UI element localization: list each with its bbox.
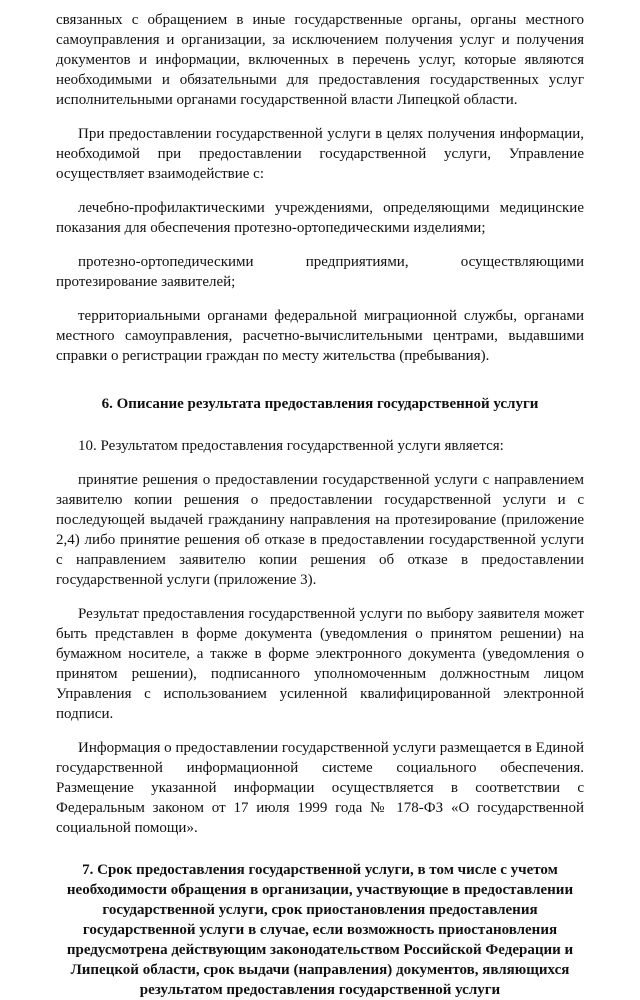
paragraph: принятие решения о предоставлении государственной услуги с направлением заявителю копии решения о предоставлении государственной услуги и с последующей выдачей гражданину направления на протезирование (приложение 2,4) либо принятие решения об отказе в предоставлении государственной услуги с направлением заявителю копии решения об отказе в предоставлении государственной услуги (приложение 3). <box>56 472 584 588</box>
paragraph: связанных с обращением в иные государственные органы, органы местного самоуправления и организации, за исключением получения услуг и получения документов и информации, включенных в перечень услуг, которые являются необходимыми и обязательными для предоставления государственных услуг исполнительными органами государственной власти Липецкой области. <box>56 12 584 108</box>
section-heading-6: 6. Описание результата предоставления государственной услуги <box>101 396 539 412</box>
paragraph: Результат предоставления государственной услуги по выбору заявителя может быть представлен в форме документа (уведомления о принятом решении) на бумажном носителе, а также в форме электронного документа (уведомления о принятом решении), подписанного уполномоченным должностным лицом Управления с использованием усиленной квалифицированной электронной подписи. <box>56 606 584 722</box>
paragraph: Информация о предоставлении государственной услуги размещается в Единой государственной информационной системе социального обеспечения. Размещение указанной информации осуществляется в соответствии с Федеральным законом от 17 июля 1999 года № 178-ФЗ «О государственной социальной помощи». <box>56 740 584 836</box>
paragraph: протезно-ортопедическими предприятиями, осуществляющими протезирование заявителей; <box>56 254 584 290</box>
paragraph: 10. Результатом предоставления государственной услуги является: <box>78 438 504 454</box>
paragraph: территориальными органами федеральной миграционной службы, органами местного самоуправления, расчетно-вычислительными центрами, выдавшими справки о регистрации граждан по месту жительства (пребывания). <box>56 308 584 364</box>
paragraph: лечебно-профилактическими учреждениями, определяющими медицинские показания для обеспечения протезно-ортопедическими изделиями; <box>56 200 584 236</box>
section-heading-7: 7. Срок предоставления государственной услуги, в том числе с учетом необходимости обращения в организации, участвующие в предоставлении государственной услуги, срок приостановления предоставления государственной услуги в случае, если возможность приостановления предусмотрена действующим законодательством Российской Федерации и Липецкой области, срок выдачи (направления) документов, являющихся результатом предоставления государственной услуги <box>66 862 574 998</box>
paragraph: При предоставлении государственной услуги в целях получения информации, необходимой при предоставлении государственной услуги, Управление осуществляет взаимодействие с: <box>56 126 584 182</box>
